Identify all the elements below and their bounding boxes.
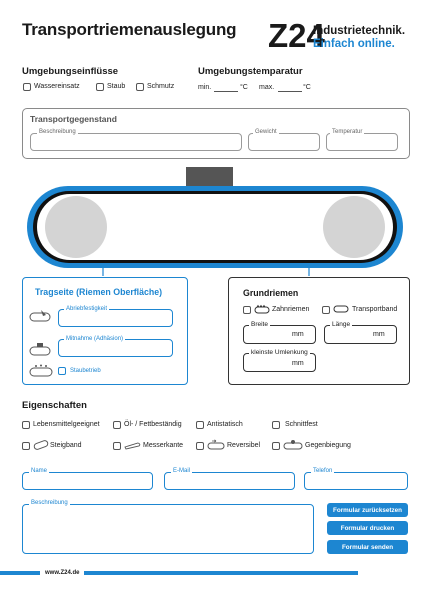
belt-length-unit: mm [373,331,385,338]
checkbox-reversible[interactable] [196,442,204,450]
name-input[interactable] [22,472,153,490]
phone-label: Telefon [313,468,333,474]
abrasion-icon [28,309,54,323]
checkbox-conveyor-belt[interactable] [322,306,330,314]
transport-temperature-label: Temperatur [332,129,363,135]
knife-edge-icon [124,440,142,450]
label-oil-resistant: Öl- / Fettbeständig [124,421,182,428]
reversible-icon [207,439,225,451]
adhesion-icon [28,342,54,356]
counter-bend-icon [283,439,303,451]
belt-pulley-right [323,196,385,258]
description-label: Beschreibung [31,500,68,506]
description-textarea[interactable] [22,504,314,554]
label-dust: Staub [107,83,126,90]
support-side-heading: Tragseite (Riemen Oberfläche) [35,287,163,297]
phone-input[interactable] [304,472,408,490]
checkbox-knife-edge[interactable] [113,442,121,450]
conveyor-belt-icon [333,304,349,314]
temperature-heading: Umgebungstemparatur [198,66,303,77]
transport-description-label: Beschreibung [39,129,76,135]
transport-weight-label: Gewicht [255,129,277,135]
svg-text:Z24: Z24 [268,17,325,54]
label-knife-edge: Messerkante [143,442,184,449]
checkbox-oil-resistant[interactable] [113,421,121,429]
page-title: Transportriemenauslegung [22,20,237,39]
name-label: Name [31,468,48,474]
dust-operation-label: Staubetrieb [70,368,101,374]
transport-load-block [186,167,233,188]
label-dirt: Schmutz [147,83,175,90]
label-reversible: Reversibel [227,442,261,449]
email-input[interactable] [164,472,295,490]
temp-max-label: max. [259,84,275,91]
reset-form-button[interactable]: Formular zurücksetzen [327,503,408,517]
label-incline-belt: Steigband [50,442,82,449]
dust-operation-icon [28,364,54,378]
label-food-safe: Lebensmittelgeeignet [33,421,100,428]
checkbox-cut-resistant[interactable] [272,421,280,429]
label-counter-bend: Gegenbiegung [305,442,351,449]
incline-belt-icon [33,439,49,451]
print-form-button[interactable]: Formular drucken [327,521,408,535]
belt-pulley-left [45,196,107,258]
temp-min-unit: °C [240,84,248,91]
toothed-belt-icon [254,304,270,314]
environment-heading: Umgebungseinflüsse [22,66,119,77]
transport-object-heading: Transportgegenstand [30,114,117,124]
base-belt-heading: Grundriemen [243,288,299,298]
abrasion-label: Abriebfestigkeit [66,306,108,312]
toothed-belt-label: Zahnriemen [272,306,310,313]
footer-bar-right [84,571,358,575]
footer-bar-left [0,571,40,575]
footer-url[interactable]: www.Z24.de [45,570,80,576]
label-antistatic: Antistatisch [207,421,243,428]
belt-length-label: Länge [332,321,351,328]
conveyor-belt-label: Transportband [352,306,398,313]
send-form-button[interactable]: Formular senden [327,540,408,554]
checkbox-antistatic[interactable] [196,421,204,429]
adhesion-label: Mitnahme (Adhäsion) [66,336,124,342]
checkbox-toothed-belt[interactable] [243,306,251,314]
belt-illustration [0,0,424,290]
checkbox-food-safe[interactable] [22,421,30,429]
checkbox-counter-bend[interactable] [272,442,280,450]
min-deflection-unit: mm [292,360,304,367]
min-deflection-label: kleinste Umlenkung [251,349,308,356]
email-label: E-Mail [173,468,191,474]
checkbox-incline-belt[interactable] [22,442,30,450]
checkbox-dust-operation[interactable] [58,367,66,375]
temp-max-unit: °C [303,84,311,91]
properties-heading: Eigenschaften [22,400,87,411]
label-water: Wassereinsatz [34,83,80,90]
label-cut-resistant: Schnittfest [285,421,318,428]
belt-width-label: Breite [251,321,268,328]
logo-tagline-1: Industrietechnik. [313,25,406,37]
logo-tagline-2: Einfach online. [313,38,395,50]
temp-min-label: min. [198,84,212,91]
belt-width-unit: mm [292,331,304,338]
